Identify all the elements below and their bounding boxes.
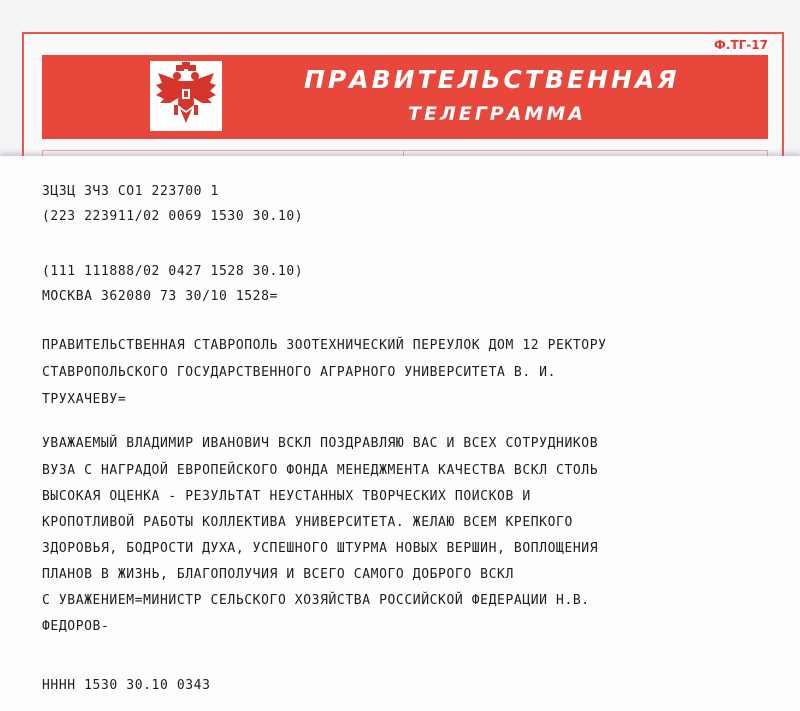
- telegram-tape: [0, 156, 800, 711]
- routing-line: МОСКВА 362080 73 30/10 1528=: [42, 289, 278, 304]
- address-line: СТАВРОПОЛЬСКОГО ГОСУДАРСТВЕННОГО АГРАРНОГО УНИВЕРСИТЕТА В. И.: [42, 365, 557, 380]
- header-line: ЗЦЗЦ ЗЧЗ СО1 223700 1: [42, 184, 219, 199]
- body-line: КРОПОТЛИВОЙ РАБОТЫ КОЛЛЕКТИВА УНИВЕРСИТЕТА. ЖЕЛАЮ ВСЕМ КРЕПКОГО: [42, 515, 573, 530]
- body-line: ЗДОРОВЬЯ, БОДРОСТИ ДУХА, УСПЕШНОГО ШТУРМА НОВЫХ ВЕРШИН, ВОПЛОЩЕНИЯ: [42, 541, 599, 556]
- title-line-2: ТЕЛЕГРАММА: [408, 103, 586, 125]
- address-line: ПРАВИТЕЛЬСТВЕННАЯ СТАВРОПОЛЬ ЗООТЕХНИЧЕСКИЙ ПЕРЕУЛОК ДОМ 12 РЕКТОРУ: [42, 338, 607, 353]
- body-line: ФЕДОРОВ-: [42, 619, 110, 634]
- double-headed-eagle-icon: [150, 61, 222, 131]
- title-line-1: ПРАВИТЕЛЬСТВЕННАЯ: [304, 65, 680, 94]
- form-code: Ф.ТГ-17: [714, 38, 768, 52]
- footer-line: НННН 1530 30.10 0343: [42, 678, 211, 693]
- body-line: ВУЗА С НАГРАДОЙ ЕВРОПЕЙСКОГО ФОНДА МЕНЕДЖМЕНТА КАЧЕСТВА ВСКЛ СТОЛЬ: [42, 463, 599, 478]
- header-line: (223 223911/02 0069 1530 30.10): [42, 209, 304, 224]
- address-line: ТРУХАЧЕВУ=: [42, 392, 127, 407]
- red-banner: [42, 55, 768, 139]
- body-line: ПЛАНОВ В ЖИЗНЬ, БЛАГОПОЛУЧИЯ И ВСЕГО САМОГО ДОБРОГО ВСКЛ: [42, 567, 514, 582]
- body-line: УВАЖАЕМЫЙ ВЛАДИМИР ИВАНОВИЧ ВСКЛ ПОЗДРАВЛЯЮ ВАС И ВСЕХ СОТРУДНИКОВ: [42, 436, 599, 451]
- body-line: ВЫСОКАЯ ОЦЕНКА - РЕЗУЛЬТАТ НЕУСТАННЫХ ТВОРЧЕСКИХ ПОИСКОВ И: [42, 489, 531, 504]
- routing-line: (111 111888/02 0427 1528 30.10): [42, 264, 304, 279]
- body-line: С УВАЖЕНИЕМ=МИНИСТР СЕЛЬСКОГО ХОЗЯЙСТВА РОССИЙСКОЙ ФЕДЕРАЦИИ Н.В.: [42, 593, 590, 608]
